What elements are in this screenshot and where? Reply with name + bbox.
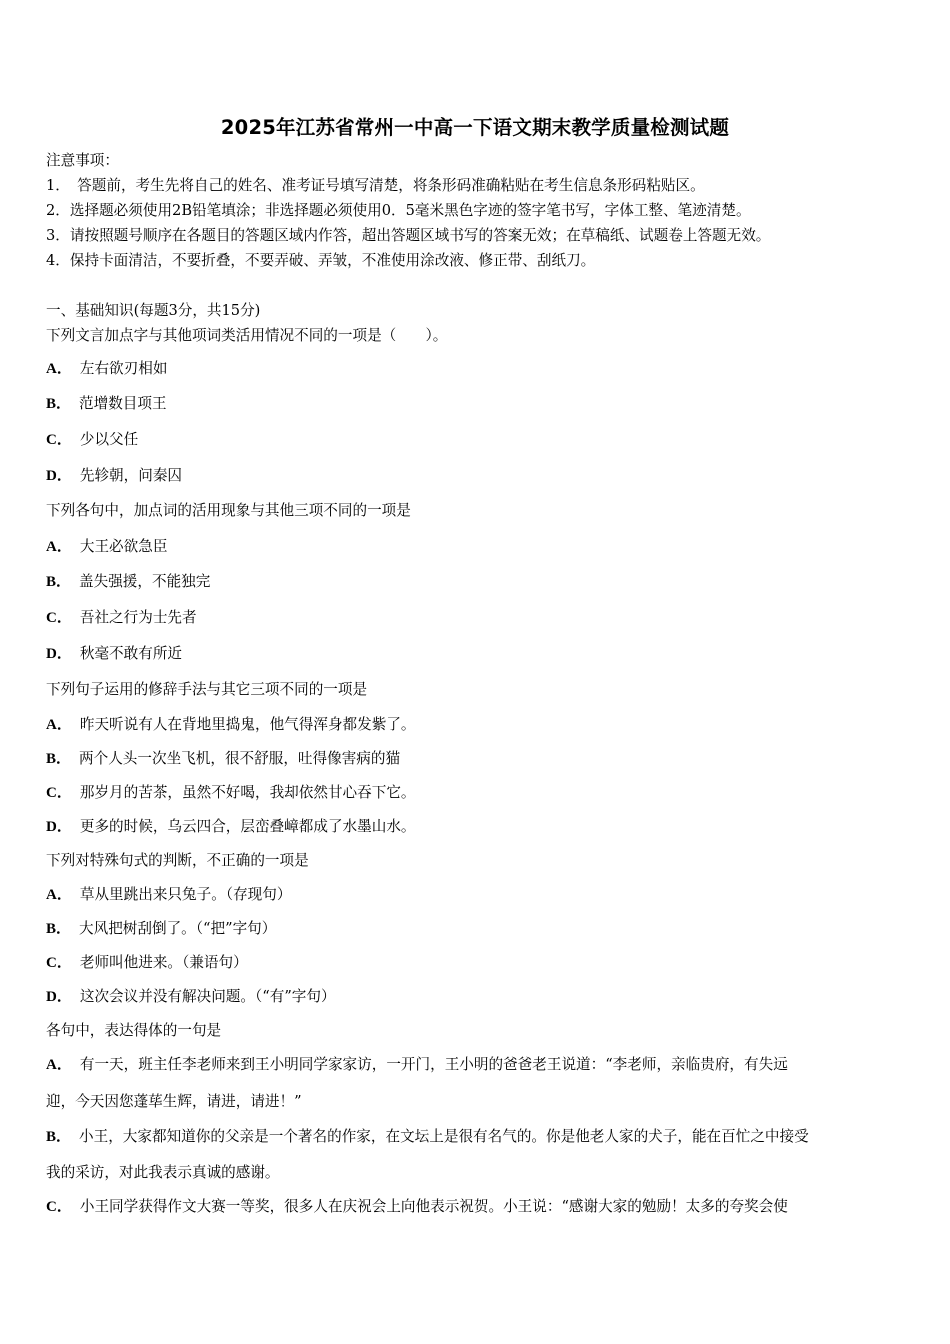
- question-4-stem: 下列对特殊句式的判断，不正确的一项是: [46, 852, 309, 869]
- question-1-option-c: [46, 430, 138, 450]
- question-4-option-c: [46, 953, 248, 973]
- question-5-option-b-continued: 我的采访，对此我表示真诚的感谢。: [46, 1164, 280, 1181]
- question-1-stem: 下列文言加点字与其他项词类活用情况不同的一项是（ ）。: [46, 327, 448, 344]
- option-letter: B．: [46, 574, 72, 590]
- option-text: 小王，大家都知道你的父亲是一个著名的作家，在文坛上是很有名气的。你是他老人家的犬子，能在百忙之中接受: [79, 1128, 809, 1145]
- question-2-stem: 下列各句中，加点词的活用现象与其他三项不同的一项是: [46, 502, 411, 519]
- option-text: 秋毫不敢有所近: [79, 645, 183, 662]
- notice-item-2: 2．选择题必须使用2B铅笔填涂；非选择题必须使用0．5毫米黑色字迹的签字笔书写，字体工整、笔迹清楚。: [46, 202, 751, 219]
- question-2-option-b: [46, 572, 210, 592]
- option-text: 有一天，班主任李老师来到王小明同学家家访，一开门，王小明的爸爸老王说道：“李老师，亲临贵府，有失远: [79, 1056, 788, 1073]
- option-text: 那岁月的苦茶，虽然不好喝，我却依然甘心吞下它。: [79, 784, 416, 801]
- question-2-option-d: [46, 644, 182, 664]
- notice-item-4: 4．保持卡面清洁，不要折叠，不要弄破、弄皱，不准使用涂改液、修正带、刮纸刀。: [46, 252, 596, 269]
- option-text: 草从里跳出来只兔子。（存现句）: [79, 886, 292, 903]
- question-3-option-b: [46, 749, 400, 769]
- notice-item-1: 1． 答题前，考生先将自己的姓名、准考证号填写清楚，将条形码准确粘贴在考生信息条形码粘贴区。: [46, 177, 705, 194]
- option-text: 先轸朝，问秦囚: [79, 467, 183, 484]
- option-letter: A．: [46, 361, 72, 377]
- question-3-stem: 下列句子运用的修辞手法与其它三项不同的一项是: [46, 681, 368, 698]
- option-text: 盖失强援，不能独完: [79, 573, 211, 590]
- option-letter: A．: [46, 717, 72, 733]
- option-text: 这次会议并没有解决问题。（“有”字句）: [79, 988, 336, 1005]
- option-text: 大王必欲急臣: [79, 538, 168, 555]
- question-5-option-a: [46, 1055, 908, 1075]
- question-1-option-b: [46, 394, 167, 414]
- question-4-option-d: [46, 987, 336, 1007]
- option-letter: B．: [46, 1129, 72, 1145]
- question-3-option-d: [46, 817, 416, 837]
- option-letter: D．: [46, 646, 72, 662]
- option-text: 老师叫他进来。（兼语句）: [79, 954, 248, 971]
- option-letter: D．: [46, 989, 72, 1005]
- option-letter: C．: [46, 955, 72, 971]
- option-letter: B．: [46, 396, 72, 412]
- question-1-option-d: [46, 466, 182, 486]
- notice-heading: 注意事项：: [46, 152, 119, 169]
- option-text: 更多的时候，乌云四合，层峦叠嶂都成了水墨山水。: [79, 818, 416, 835]
- question-5-option-b: [46, 1127, 908, 1147]
- option-letter: A．: [46, 887, 72, 903]
- section-heading: 一、基础知识(每题3分，共15分): [46, 302, 261, 319]
- question-5-option-c: [46, 1197, 908, 1217]
- question-4-option-b: [46, 919, 276, 939]
- question-3-option-a: [46, 715, 416, 735]
- option-text: 吾社之行为士先者: [79, 609, 197, 626]
- question-2-option-a: [46, 537, 167, 557]
- option-letter: D．: [46, 819, 72, 835]
- option-letter: D．: [46, 468, 72, 484]
- option-letter: B．: [46, 921, 72, 937]
- option-text: 两个人头一次坐飞机，很不舒服，吐得像害病的猫: [79, 750, 401, 767]
- page-title: 2025年江苏省常州一中高一下语文期末教学质量检测试题: [220, 116, 730, 139]
- option-text: 昨天听说有人在背地里捣鬼，他气得浑身都发紫了。: [79, 716, 416, 733]
- option-letter: C．: [46, 785, 72, 801]
- option-text: 左右欲刃相如: [79, 360, 168, 377]
- question-3-option-c: [46, 783, 416, 803]
- option-letter: C．: [46, 432, 72, 448]
- question-5-option-a-continued: 迎，今天因您蓬荜生辉，请进，请进！”: [46, 1093, 302, 1110]
- option-letter: B．: [46, 751, 72, 767]
- option-letter: C．: [46, 610, 72, 626]
- option-text: 大风把树刮倒了。（“把”字句）: [79, 920, 277, 937]
- option-letter: A．: [46, 1057, 72, 1073]
- option-letter: C．: [46, 1199, 72, 1215]
- option-letter: A．: [46, 539, 72, 555]
- question-5-stem: 各句中，表达得体的一句是: [46, 1022, 222, 1039]
- question-2-option-c: [46, 608, 197, 628]
- option-text: 少以父任: [79, 431, 139, 448]
- question-1-option-a: [46, 359, 167, 379]
- question-4-option-a: [46, 885, 291, 905]
- option-text: 小王同学获得作文大赛一等奖，很多人在庆祝会上向他表示祝贺。小王说：“感谢大家的勉励！太多的夸奖会使: [79, 1198, 788, 1215]
- notice-item-3: 3．请按照题号顺序在各题目的答题区域内作答，超出答题区域书写的答案无效；在草稿纸、试题卷上答题无效。: [46, 227, 771, 244]
- option-text: 范增数目项王: [79, 395, 167, 412]
